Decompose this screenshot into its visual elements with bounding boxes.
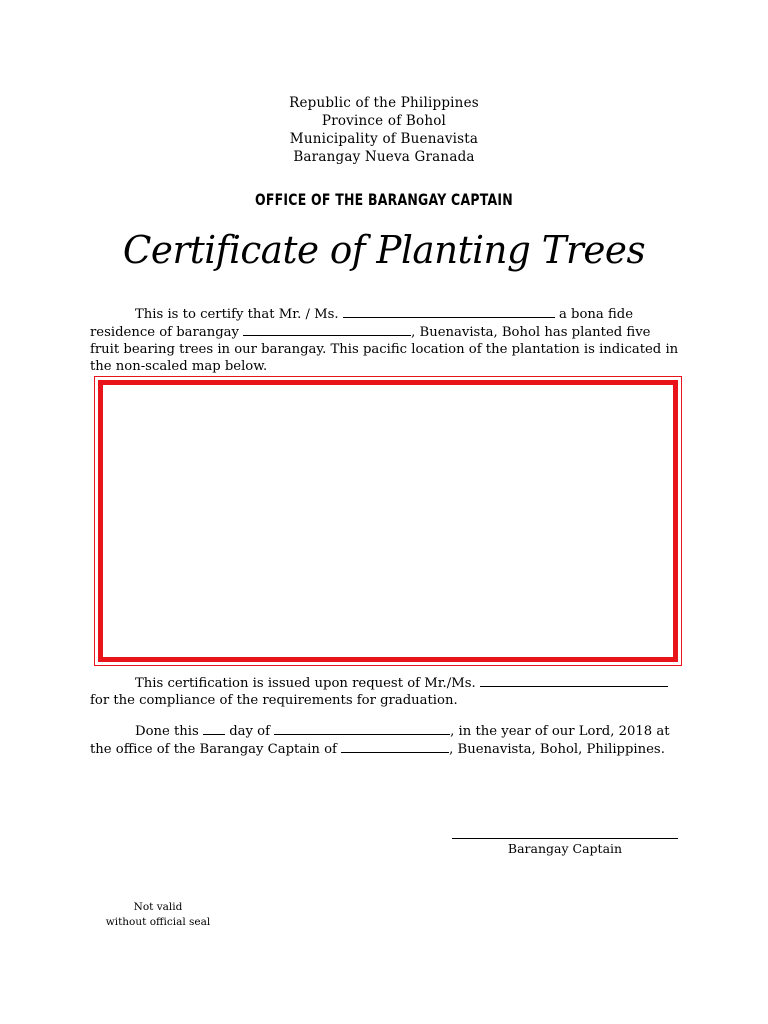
- paragraph-request-text-2: for the compliance of the requirements for graduation.: [90, 693, 458, 708]
- month-blank-field[interactable]: [274, 722, 450, 735]
- signature-line[interactable]: [452, 838, 678, 839]
- header-line-province: Province of Bohol: [321, 113, 447, 129]
- paragraph-request-text-1: This certification is issued upon request of Mr./Ms.: [135, 676, 476, 691]
- place-blank-field[interactable]: [341, 740, 449, 753]
- certificate-title: Certificate of Planting Trees: [122, 228, 646, 272]
- paragraph-done: [90, 722, 680, 758]
- office-title: OFFICE OF THE BARANGAY CAPTAIN: [255, 190, 513, 209]
- paragraph-request: [90, 674, 680, 709]
- paragraph-done-text-1: Done this: [135, 724, 199, 739]
- seal-note-line-2: without official seal: [105, 916, 211, 928]
- document-header: [0, 94, 768, 166]
- paragraph-certify-text-2: a bona fide residence of barangay: [90, 307, 634, 340]
- paragraph-done-text-2: day of: [229, 724, 270, 739]
- requester-blank-field[interactable]: [480, 674, 668, 687]
- paragraph-certify-text-1: This is to certify that Mr. / Ms.: [135, 307, 339, 322]
- paragraph-done-text-4: , Buenavista, Bohol, Philippines.: [449, 742, 665, 757]
- header-line-republic: Republic of the Philippines: [289, 95, 479, 111]
- seal-note: [96, 900, 220, 930]
- header-line-municipality: Municipality of Buenavista: [289, 131, 479, 147]
- signature-label: Barangay Captain: [507, 841, 623, 856]
- paragraph-certify-text-3: , Buenavista, Bohol has planted five fruit bearing trees in our barangay. This pacific location of the plantation is indicated in the non-scaled map below.: [90, 325, 679, 374]
- map-box: [98, 380, 678, 662]
- day-blank-field[interactable]: [203, 722, 225, 735]
- paragraph-certify: [90, 305, 680, 375]
- seal-note-line-1: Not valid: [133, 901, 183, 913]
- paragraph-done-text-3: , in the year of our Lord, 2018 at the office of the Barangay Captain of: [90, 724, 670, 757]
- name-blank-field[interactable]: [343, 305, 555, 318]
- header-line-barangay: Barangay Nueva Granada: [293, 149, 475, 165]
- barangay-blank-field[interactable]: [243, 323, 411, 336]
